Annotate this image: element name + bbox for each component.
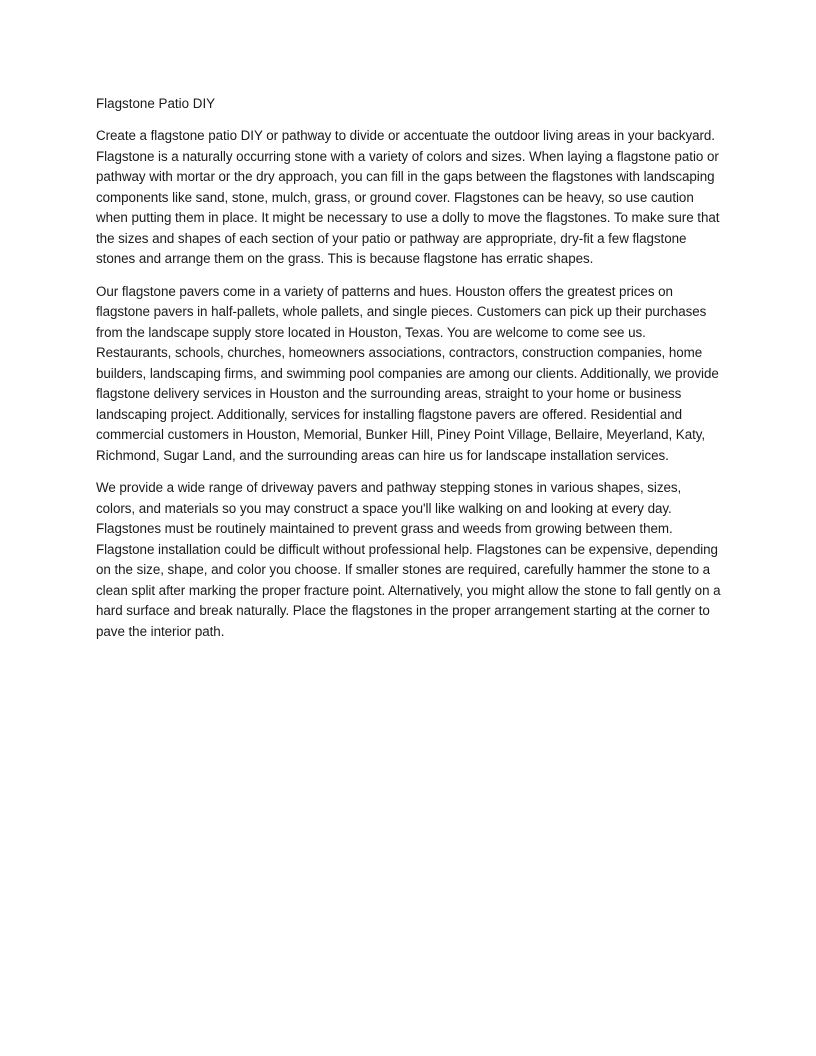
paragraph-3: We provide a wide range of driveway pavers and pathway stepping stones in various shapes, sizes, colors, and materials so you may construct a space you'll like walking on and looking at every day. Flagstones must be routinely maintained to prevent grass and weeds from growing between them. Flagstone installation could be difficult without professional help. Flagstones can be expensive, depending on the size, shape, and color you choose. If smaller stones are required, carefully hammer the stone to a clean split after marking the proper fracture point. Alternatively, you might allow the stone to fall gently on a hard surface and break naturally. Place the flagstones in the proper arrangement starting at the corner to pave the interior path.	[96, 480, 721, 639]
paragraph-2: Our flagstone pavers come in a variety of patterns and hues. Houston offers the greatest prices on flagstone pavers in half-pallets, whole pallets, and single pieces. Customers can pick up their purchases from the landscape supply store located in Houston, Texas. You are welcome to come see us. Restaurants, schools, churches, homeowners associations, contractors, construction companies, home builders, landscaping firms, and swimming pool companies are among our clients. Additionally, we provide flagstone delivery services in Houston and the surrounding areas, straight to your home or business landscaping project. Additionally, services for installing flagstone pavers are offered. Residential and commercial customers in Houston, Memorial, Bunker Hill, Piney Point Village, Bellaire, Meyerland, Katy, Richmond, Sugar Land, and the surrounding areas can hire us for landscape installation services.	[96, 283, 719, 463]
document-page	[96, 94, 722, 654]
paragraph-1: Create a flagstone patio DIY or pathway to divide or accentuate the outdoor living areas in your backyard. Flagstone is a naturally occurring stone with a variety of colors and sizes. When laying a flagstone patio or pathway with mortar or the dry approach, you can fill in the gaps between the flagstones with landscaping components like sand, stone, mulch, grass, or ground cover. Flagstones can be heavy, so use caution when putting them in place. It might be necessary to use a dolly to move the flagstones. To make sure that the sizes and shapes of each section of your patio or pathway are appropriate, dry-fit a few flagstone stones and arrange them on the grass. This is because flagstone has erratic shapes.	[96, 128, 720, 266]
document-title: Flagstone Patio DIY	[96, 96, 216, 111]
